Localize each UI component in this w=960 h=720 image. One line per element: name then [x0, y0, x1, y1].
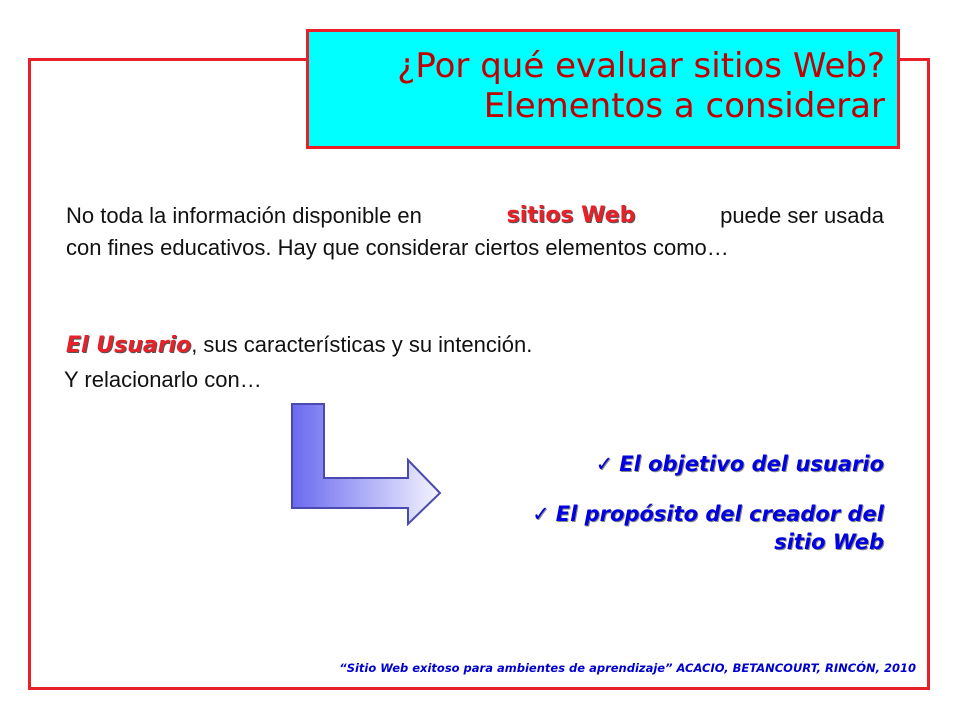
intro-text-end: puede ser usada — [720, 203, 884, 228]
intro-text-start: No toda la información disponible en — [66, 203, 422, 228]
check-item-proposito — [440, 500, 884, 556]
intro-highlight: sitios Web — [506, 203, 636, 228]
relacion-line: Y relacionarlo con… — [64, 367, 262, 392]
checkmark-icon: ✓ — [532, 502, 550, 526]
usuario-highlight: El Usuario — [66, 333, 192, 358]
check-item-label-cont: sitio Web — [774, 530, 884, 554]
checkmark-icon: ✓ — [595, 452, 614, 476]
intro-line-1 — [66, 200, 884, 232]
check-item-objetivo — [440, 450, 884, 478]
usuario-text: , sus características y su intención. — [191, 332, 533, 357]
check-item-label: El propósito del creador del — [555, 502, 884, 526]
checklist — [440, 450, 884, 578]
title-line-1: ¿Por qué evaluar sitios Web? — [397, 46, 885, 86]
citation: “Sitio Web exitoso para ambientes de aprendizaje” ACACIO, BETANCOURT, RINCÓN, 2010 — [339, 661, 916, 675]
usuario-line — [66, 330, 532, 361]
title-line-2: Elementos a considerar — [483, 86, 885, 126]
intro-paragraph — [66, 200, 884, 264]
intro-line-2: con fines educativos. Hay que considerar ciertos elementos como… — [66, 235, 729, 260]
bent-arrow-icon — [286, 402, 446, 526]
check-item-label: El objetivo del usuario — [619, 452, 884, 476]
slide-title — [306, 29, 900, 149]
